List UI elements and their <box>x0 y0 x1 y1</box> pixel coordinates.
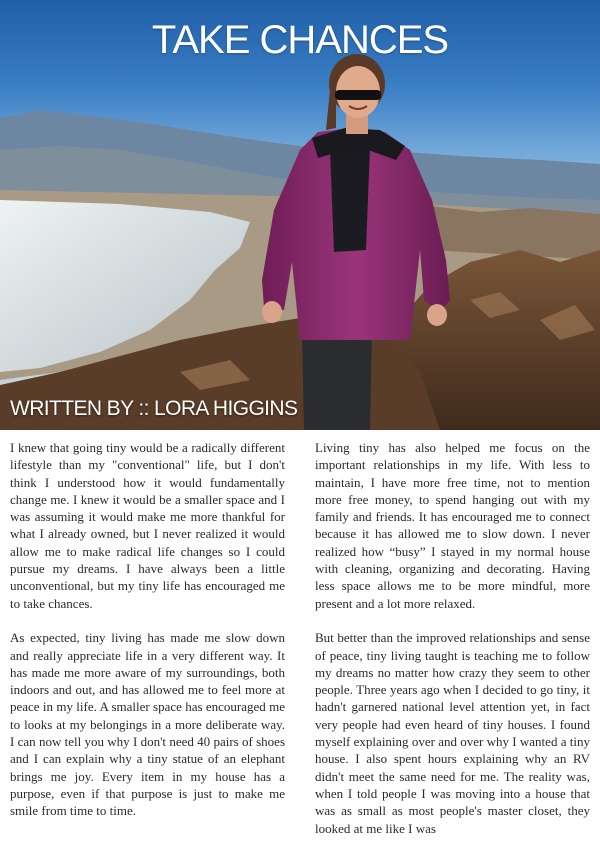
paragraph: Living tiny has also helped me focus on the important relationships in my life. With less to maintain, I have more free time, not to mention more free money, to spend hanging out with my family and friends. It has encouraged me to connect because it has allowed me to slow down. I never realized how “busy” I stayed in my normal house with cleaning, organizing and decorating. Having less space allows me to be more mindful, more present and a lot more relaxed. <box>315 440 590 611</box>
paragraph: But better than the improved relationships and sense of peace, tiny living taught is teaching me to follow my dreams no matter how crazy they seem to other people. Three years ago when I decided to go tiny, it hadn't garnered national level attention yet, in fact very people had even heard of tiny houses. I found myself explaining over and over why I wanted a tiny house. I also spent hours explaining why an RV didn't meet the same need for me. The reality was, when I told people I was moving into a house that was as small as most people's master closet, they looked at me like I was <box>315 630 590 836</box>
author-byline: WRITTEN BY :: LORA HIGGINS <box>10 397 298 420</box>
article-title: TAKE CHANCES <box>151 18 449 62</box>
paragraph: As expected, tiny living has made me slow down and really appreciate life in a very different way. It has made me more aware of my surroundings, both indoors and out, and has allowed me to feel more at peace in my life. A smaller space has encouraged me to looks at my belongings in a more deliberate way. I can now tell you why I don't need 40 pairs of shoes and I can explain why a tiny statue of an elephant brings me joy. Every item in my house has a purpose, even if that purpose is just to make me smile from time to time. <box>10 630 285 819</box>
paragraph: I knew that going tiny would be a radically different lifestyle than my "conventional" life, but I don't think I understood how it would fundamentally change me. I knew it would be a smaller space and I was assuming it would make me more thankful for what I already owned, but I never realized it would allow me to make radical life changes so I could pursue my dreams. I have always been a little unconventional, but my tiny life has encouraged me to take chances. <box>10 440 285 611</box>
article-column-right <box>315 439 590 854</box>
article-column-left <box>10 439 285 837</box>
